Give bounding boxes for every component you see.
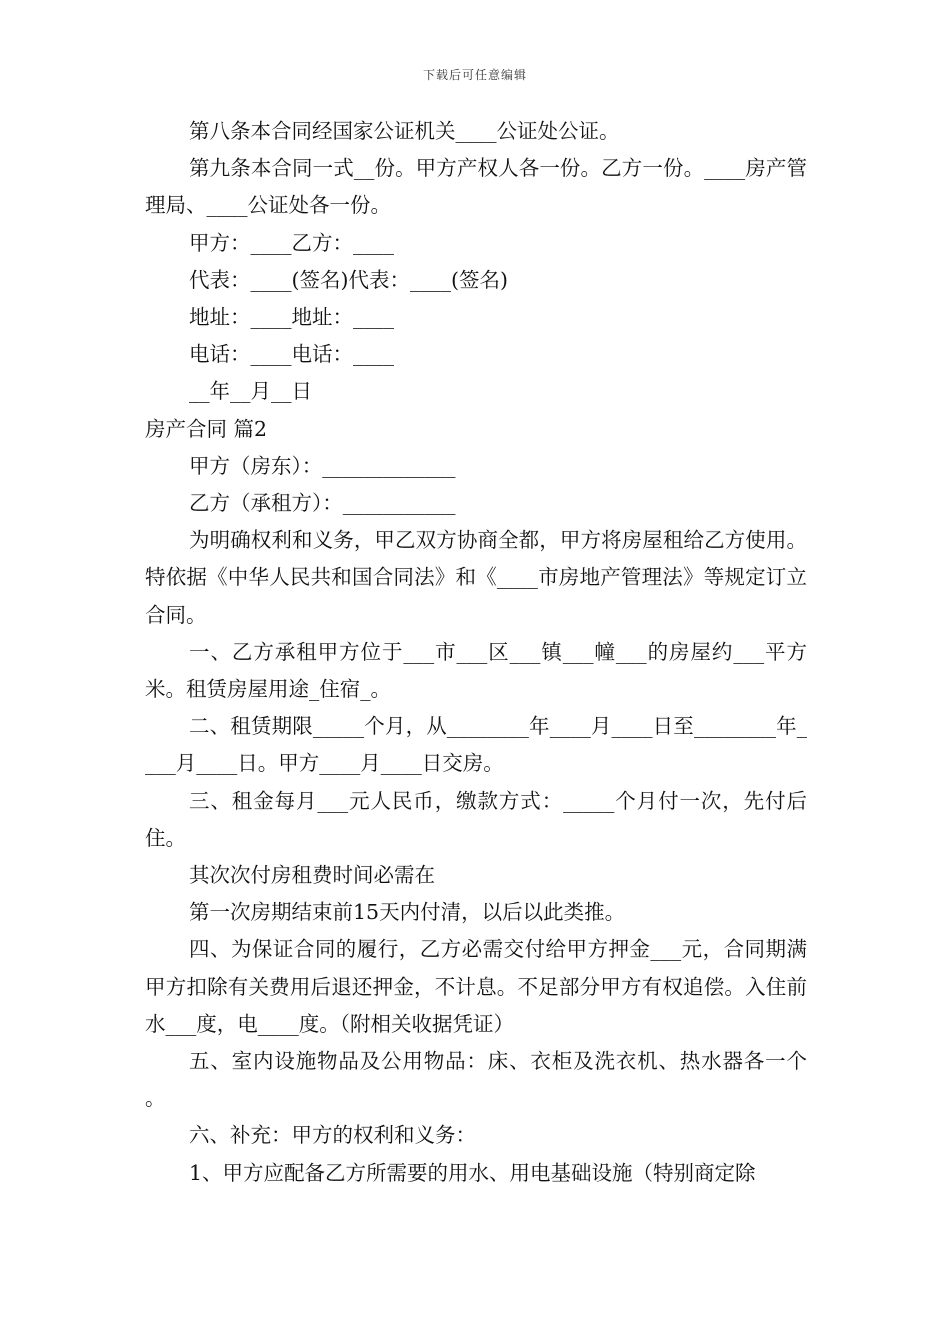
clause-6-item-1: 1、甲方应配备乙方所需要的用水、用电基础设施（特别商定除	[189, 1160, 756, 1185]
clause-5-facilities: 五、室内设施物品及公用物品：床、衣柜及洗衣机、热水器各一个 。	[145, 1049, 807, 1111]
signature-representatives: 代表：____(签名)代表：____(签名)	[189, 267, 508, 292]
party-a-landlord: 甲方（房东）：_____________	[189, 453, 456, 478]
signature-addresses: 地址：____地址：____	[189, 305, 394, 330]
section-heading: 房产合同 篇2	[145, 416, 268, 441]
clause-4-deposit: 四、为保证合同的履行，乙方必需交付给甲方押金___元，合同期满甲方扣除有关费用后退还押金，不计息。不足部分甲方有权追偿。入住前水___度，电____度。（附相关收据凭证）	[145, 937, 807, 1036]
article-8: 第八条本合同经国家公证机关____公证处公证。	[189, 119, 620, 143]
signature-date: __年__月__日	[189, 379, 312, 404]
article-9: 第九条本合同一式__份。甲方产权人各一份。乙方一份。____房产管理局、____公证处各一份。	[145, 156, 807, 218]
clause-3-rent: 三、租金每月___元人民币，缴款方式：_____个月付一次，先付后住。	[145, 788, 807, 850]
page-header: 下载后可任意编辑	[422, 68, 527, 82]
signature-phones: 电话：____电话：____	[189, 342, 394, 367]
payment-time-note: 其次次付房租费时间必需在	[189, 863, 435, 888]
payment-deadline: 第一次房期结束前15天内付清，以后以此类推。	[189, 900, 626, 925]
clause-2-term: 二、租赁期限_____个月，从________年____月____日至________年____月____日。甲方____月____日交房。	[145, 714, 807, 776]
document-body	[145, 113, 807, 1192]
party-b-tenant: 乙方（承租方）：___________	[189, 491, 456, 516]
signature-party-names: 甲方：____乙方：____	[189, 230, 394, 255]
clause-6-supplement: 六、补充：甲方的权利和义务：	[189, 1123, 476, 1148]
preamble: 为明确权利和义务，甲乙双方协商全都，甲方将房屋租给乙方使用。特依据《中华人民共和国合同法》和《____市房地产管理法》等规定订立合同。	[145, 528, 807, 627]
clause-1-premises: 一、乙方承租甲方位于___市___区___镇___幢___的房屋约___平方米。租赁房屋用途_住宿_。	[145, 639, 807, 702]
